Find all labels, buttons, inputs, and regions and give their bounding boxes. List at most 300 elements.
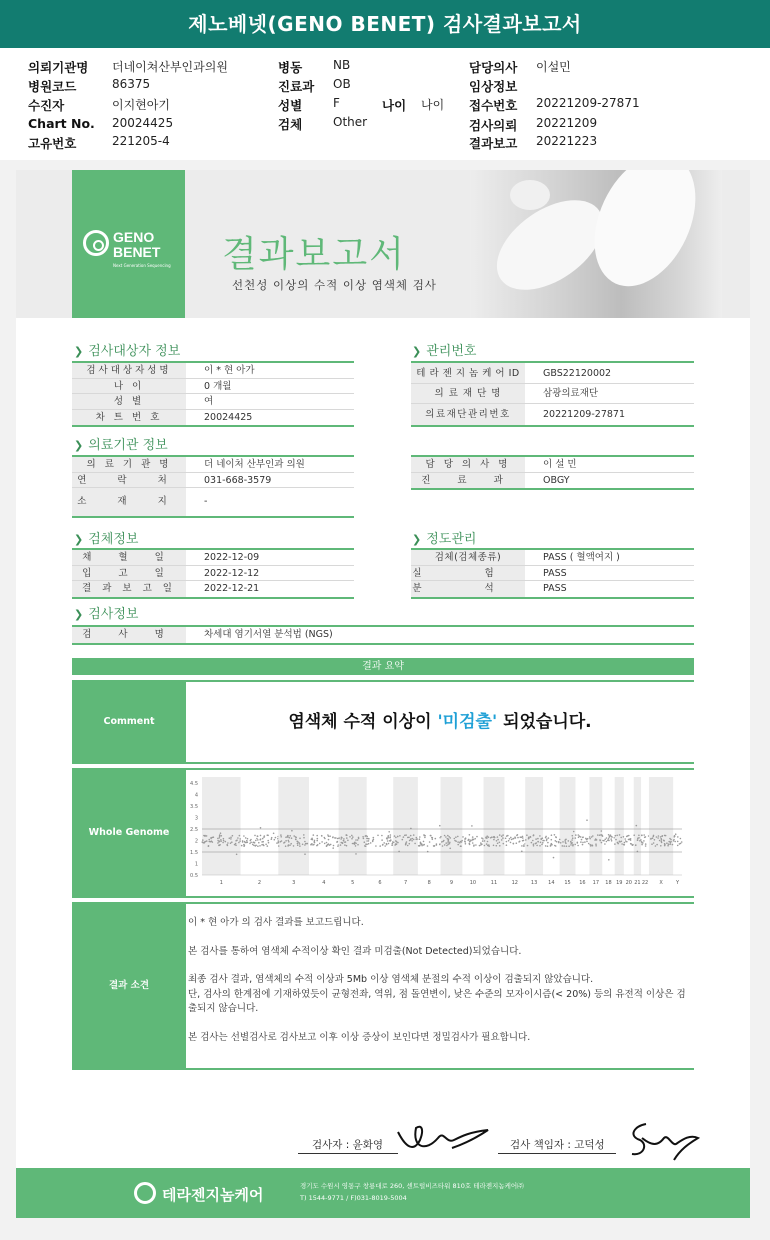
data-point xyxy=(615,839,617,841)
data-point xyxy=(614,843,616,845)
chevron-right-icon: ❯ xyxy=(412,345,422,358)
data-point xyxy=(604,839,606,841)
data-point xyxy=(635,845,637,847)
comment-text xyxy=(186,684,694,760)
data-point xyxy=(469,843,471,845)
data-point xyxy=(381,839,383,841)
data-point xyxy=(608,834,610,836)
footer-address-line: 경기도 수원시 영통구 창룡대로 260, 센트럴비즈타워 810호 테라젠지놈케어㈜ xyxy=(300,1182,524,1190)
data-point xyxy=(455,836,457,838)
geno-logo-icon xyxy=(83,230,109,256)
data-point xyxy=(333,845,335,847)
data-point xyxy=(541,844,543,846)
data-point xyxy=(611,836,613,838)
data-point xyxy=(577,842,579,844)
x-tick-label: 3 xyxy=(292,880,296,886)
data-point xyxy=(610,834,612,836)
report-title: 제노베넷(GENO BENET) 검사결과보고서 xyxy=(0,0,770,48)
data-point xyxy=(468,839,470,841)
data-point xyxy=(244,844,246,846)
subject-table xyxy=(72,361,354,427)
data-point xyxy=(619,841,621,843)
data-point xyxy=(548,837,550,839)
data-point xyxy=(550,844,552,846)
data-point xyxy=(267,834,269,836)
doctor-label: 담당의사 xyxy=(469,60,518,75)
specimen-label: 검체 xyxy=(278,117,303,132)
table-row xyxy=(72,394,354,410)
table-row xyxy=(72,363,354,379)
data-point xyxy=(362,836,364,838)
data-point xyxy=(608,859,610,861)
data-point xyxy=(390,834,392,836)
data-point xyxy=(535,838,537,840)
data-point xyxy=(658,835,660,837)
data-point xyxy=(257,845,259,847)
data-point xyxy=(321,835,323,837)
data-point xyxy=(601,842,603,844)
data-point xyxy=(571,839,573,841)
data-point xyxy=(439,844,441,846)
data-point xyxy=(290,843,292,845)
data-point xyxy=(580,841,582,843)
data-point xyxy=(263,836,265,838)
data-point xyxy=(247,838,249,840)
data-point xyxy=(624,838,626,840)
data-point xyxy=(355,845,357,847)
data-point xyxy=(665,835,667,837)
data-point xyxy=(287,845,289,847)
data-point xyxy=(343,838,345,840)
data-point xyxy=(217,838,219,840)
data-point xyxy=(423,841,425,843)
data-point xyxy=(666,842,668,844)
section-qc-title xyxy=(412,528,476,547)
data-point xyxy=(602,835,604,837)
data-point xyxy=(503,843,505,845)
data-point xyxy=(423,835,425,837)
data-point xyxy=(517,837,519,839)
institution-value: 더네이쳐산부인과의원 xyxy=(112,60,228,74)
x-tick-label: 12 xyxy=(511,880,519,886)
data-point xyxy=(303,834,305,836)
data-point xyxy=(535,843,537,845)
data-point xyxy=(406,841,408,843)
footer-phone-line: T) 1544-9771 / F)031-8019-5004 xyxy=(300,1194,407,1202)
data-point xyxy=(462,836,464,838)
data-point xyxy=(449,843,451,845)
data-point xyxy=(641,844,643,846)
data-point xyxy=(490,837,492,839)
data-point xyxy=(337,845,339,847)
data-point xyxy=(487,841,489,843)
x-tick-label: X xyxy=(659,880,663,886)
data-point xyxy=(484,840,486,842)
data-point xyxy=(218,845,220,847)
data-point xyxy=(298,842,300,844)
section-institution-label: 의료기관 정보 xyxy=(88,438,168,453)
data-point xyxy=(555,837,557,839)
data-point xyxy=(537,841,539,843)
x-tick-label: 21 xyxy=(634,880,641,886)
receipt-value: 20221209-27871 xyxy=(536,96,640,110)
data-point xyxy=(245,837,247,839)
data-point xyxy=(393,842,395,844)
data-point xyxy=(497,839,499,841)
receipt-label: 접수번호 xyxy=(469,98,518,113)
data-point xyxy=(545,837,547,839)
chevron-right-icon: ❯ xyxy=(74,533,84,546)
row-value: OBGY xyxy=(543,474,570,486)
data-point xyxy=(368,840,370,842)
data-point xyxy=(249,843,251,845)
finding-3: 최종 검사 결과, 염색체의 수적 이상과 5Mb 이상 염색체 분절의 수적 이상이 검출되지 않았습니다. xyxy=(188,974,594,985)
comment-highlight: '미검출' xyxy=(437,712,498,732)
data-point xyxy=(482,840,484,842)
data-point xyxy=(386,837,388,839)
data-point xyxy=(472,839,474,841)
table-row xyxy=(72,566,354,582)
data-point xyxy=(236,839,238,841)
data-point xyxy=(342,843,344,845)
data-point xyxy=(351,838,353,840)
data-point xyxy=(454,840,456,842)
row-value: 2022-12-12 xyxy=(204,567,260,579)
logo-subtext: Next Generation Sequencing xyxy=(113,263,171,268)
data-point xyxy=(575,834,577,836)
data-point xyxy=(395,837,397,839)
data-point xyxy=(595,843,597,845)
data-point xyxy=(669,844,671,846)
data-point xyxy=(219,837,221,839)
data-point xyxy=(639,840,641,842)
table-row xyxy=(411,550,694,566)
data-point xyxy=(573,831,575,833)
row-value: PASS ( 혈액여지 ) xyxy=(543,552,620,563)
data-point xyxy=(570,842,572,844)
data-point xyxy=(659,840,661,842)
table-row xyxy=(411,581,694,597)
data-point xyxy=(289,835,291,837)
section-subject-label: 검사대상자 정보 xyxy=(88,344,181,359)
data-point xyxy=(448,839,450,841)
data-point xyxy=(553,857,555,859)
data-point xyxy=(285,840,287,842)
data-point xyxy=(386,844,388,846)
section-institution-title xyxy=(74,434,168,453)
data-point xyxy=(260,827,262,829)
data-point xyxy=(262,844,264,846)
theragen-logo-icon xyxy=(134,1182,156,1204)
tester-underline xyxy=(298,1153,398,1154)
data-point xyxy=(465,838,467,840)
chromosome-band xyxy=(339,777,367,875)
data-point xyxy=(239,835,241,837)
chromosome-band xyxy=(393,777,418,875)
data-point xyxy=(449,842,451,844)
data-point xyxy=(499,834,501,836)
findings-text xyxy=(188,916,692,1059)
data-point xyxy=(313,834,315,836)
data-point xyxy=(237,837,239,839)
data-point xyxy=(407,845,409,847)
data-point xyxy=(424,837,426,839)
chromosome-band xyxy=(278,777,309,875)
table-row xyxy=(72,581,354,597)
data-point xyxy=(542,842,544,844)
data-point xyxy=(297,841,299,843)
institution-label: 의뢰기관명 xyxy=(28,60,89,75)
data-point xyxy=(287,836,289,838)
data-point xyxy=(645,845,647,847)
supervisor-label: 검사 책임자 : 고덕성 xyxy=(510,1139,605,1151)
data-point xyxy=(245,842,247,844)
data-point xyxy=(672,844,674,846)
data-point xyxy=(479,845,481,847)
data-point xyxy=(295,838,297,840)
data-point xyxy=(219,834,221,836)
data-point xyxy=(258,842,260,844)
data-point xyxy=(328,839,330,841)
data-point xyxy=(599,834,601,836)
data-point xyxy=(677,841,679,843)
data-point xyxy=(390,840,392,842)
data-point xyxy=(239,838,241,840)
data-point xyxy=(624,842,626,844)
unique-no-label: 고유번호 xyxy=(28,136,77,151)
age-value: 나이 xyxy=(421,98,445,112)
institution-table xyxy=(72,455,354,518)
data-point xyxy=(278,845,280,847)
data-point xyxy=(383,842,385,844)
data-point xyxy=(297,844,299,846)
data-point xyxy=(412,838,414,840)
data-point xyxy=(469,834,471,836)
row-value: 2022-12-09 xyxy=(204,552,260,563)
x-tick-label: 10 xyxy=(469,880,477,886)
data-point xyxy=(445,836,447,838)
data-point xyxy=(530,836,532,838)
data-point xyxy=(445,842,447,844)
data-point xyxy=(370,842,372,844)
data-point xyxy=(304,853,306,855)
data-point xyxy=(668,841,670,843)
data-point xyxy=(408,837,410,839)
data-point xyxy=(493,839,495,841)
data-point xyxy=(591,844,593,846)
data-point xyxy=(533,834,535,836)
data-point xyxy=(527,845,529,847)
data-point xyxy=(660,836,662,838)
row-label: 검체(검체종류) xyxy=(411,550,525,565)
data-point xyxy=(621,841,623,843)
data-point xyxy=(316,835,318,837)
data-point xyxy=(206,840,208,842)
table-row xyxy=(411,384,694,404)
data-point xyxy=(411,840,413,842)
table-row xyxy=(72,473,354,489)
data-point xyxy=(540,842,542,844)
x-tick-label: 9 xyxy=(449,880,454,886)
data-point xyxy=(473,845,475,847)
data-point xyxy=(556,841,558,843)
data-point xyxy=(226,844,228,846)
data-point xyxy=(474,838,476,840)
y-tick-label: 4 xyxy=(194,792,198,799)
hospital-code-value: 86375 xyxy=(112,77,151,91)
data-point xyxy=(208,845,210,847)
data-point xyxy=(664,844,666,846)
whole-genome-chart xyxy=(186,773,694,893)
x-tick-label: 15 xyxy=(564,880,571,886)
data-point xyxy=(577,845,579,847)
data-point xyxy=(416,837,418,839)
data-point xyxy=(213,836,215,838)
data-point xyxy=(384,845,386,847)
section-specimen-label: 검체정보 xyxy=(88,532,139,547)
data-point xyxy=(413,834,415,836)
data-point xyxy=(271,837,273,839)
table-row xyxy=(411,404,694,425)
data-point xyxy=(650,838,652,840)
data-point xyxy=(641,834,643,836)
row-value: 20024425 xyxy=(204,411,253,423)
x-tick-label: Y xyxy=(676,880,680,886)
data-point xyxy=(570,844,572,846)
request-value: 20221209 xyxy=(536,116,598,130)
unique-no-value: 221205-4 xyxy=(112,134,170,148)
data-point xyxy=(305,843,307,845)
data-point xyxy=(522,837,524,839)
data-point xyxy=(267,840,269,842)
data-point xyxy=(681,841,683,843)
data-point xyxy=(429,841,431,843)
data-point xyxy=(387,840,389,842)
data-point xyxy=(497,843,499,845)
data-point xyxy=(344,844,346,846)
data-point xyxy=(533,845,535,847)
data-point xyxy=(581,839,583,841)
data-point xyxy=(608,838,610,840)
data-point xyxy=(506,841,508,843)
data-point xyxy=(440,836,442,838)
data-point xyxy=(628,839,630,841)
data-point xyxy=(392,843,394,845)
finding-1: 이 * 현 아가 의 검사 결과를 보고드립니다. xyxy=(188,917,364,928)
management-table xyxy=(411,361,694,427)
report-label: 결과보고 xyxy=(469,136,518,151)
data-point xyxy=(366,844,368,846)
data-point xyxy=(326,845,328,847)
data-point xyxy=(297,843,299,845)
data-point xyxy=(563,845,565,847)
data-point xyxy=(496,840,498,842)
x-tick-label: 4 xyxy=(322,880,326,886)
table-row xyxy=(72,488,354,516)
data-point xyxy=(382,844,384,846)
data-point xyxy=(486,843,488,845)
data-point xyxy=(267,845,269,847)
data-point xyxy=(602,840,604,842)
chevron-right-icon: ❯ xyxy=(74,439,84,452)
section-qc-label: 정도관리 xyxy=(426,532,477,547)
data-point xyxy=(365,835,367,837)
data-point xyxy=(280,834,282,836)
data-point xyxy=(514,836,516,838)
x-tick-label: 19 xyxy=(616,880,623,886)
data-point xyxy=(353,843,355,845)
y-tick-label: 3.5 xyxy=(190,804,198,810)
data-point xyxy=(572,835,574,837)
data-point xyxy=(487,845,489,847)
data-point xyxy=(509,838,511,840)
data-point xyxy=(321,841,323,843)
section-specimen-title xyxy=(74,528,138,547)
chevron-right-icon: ❯ xyxy=(74,608,84,621)
row-label: 나 이 xyxy=(72,379,186,394)
comment-label: Comment xyxy=(72,682,186,762)
data-point xyxy=(274,839,276,841)
sex-label: 성별 xyxy=(278,98,303,113)
data-point xyxy=(674,841,676,843)
data-point xyxy=(507,835,509,837)
data-point xyxy=(502,834,504,836)
specimen-value: Other xyxy=(333,115,368,129)
data-point xyxy=(368,838,370,840)
data-point xyxy=(334,837,336,839)
data-point xyxy=(476,836,478,838)
data-point xyxy=(432,839,434,841)
data-point xyxy=(619,834,621,836)
data-point xyxy=(442,841,444,843)
data-point xyxy=(254,842,256,844)
data-point xyxy=(364,841,366,843)
data-point xyxy=(663,840,665,842)
data-point xyxy=(208,839,210,841)
footer-address xyxy=(300,1180,524,1204)
row-value: 20221209-27871 xyxy=(543,409,626,420)
x-tick-label: 17 xyxy=(592,880,600,886)
data-point xyxy=(275,837,277,839)
row-label: 담 당 의 사 명 xyxy=(411,457,525,472)
request-label: 검사의뢰 xyxy=(469,118,518,133)
data-point xyxy=(332,837,334,839)
data-point xyxy=(497,836,499,838)
data-point xyxy=(230,838,232,840)
data-point xyxy=(551,834,553,836)
data-point xyxy=(304,844,306,846)
data-point xyxy=(660,845,662,847)
data-point xyxy=(344,841,346,843)
data-point xyxy=(430,835,432,837)
data-point xyxy=(589,836,591,838)
data-point xyxy=(327,844,329,846)
data-point xyxy=(589,844,591,846)
data-point xyxy=(673,840,675,842)
data-point xyxy=(414,843,416,845)
chromosome-band xyxy=(615,777,624,875)
sex-value: F xyxy=(333,96,340,110)
data-point xyxy=(223,840,225,842)
data-point xyxy=(265,844,267,846)
data-point xyxy=(580,836,582,838)
data-point xyxy=(461,840,463,842)
data-point xyxy=(373,839,375,841)
data-point xyxy=(205,841,207,843)
data-point xyxy=(377,835,379,837)
data-point xyxy=(278,840,280,842)
row-value: PASS xyxy=(543,583,567,594)
